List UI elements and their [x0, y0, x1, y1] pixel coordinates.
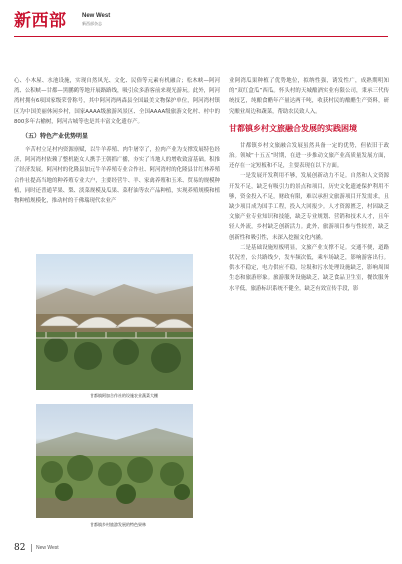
footer-magazine-name: New West	[36, 545, 59, 551]
right-paragraph-2: 甘都镇乡村文旅融合发展虽然具备一定的优势，但依旧于政治。领城“十五五”时期，在进一步推动文旅产业高质量发展方面，还存在一定短板和不足，主要表现在以下方面。	[229, 142, 389, 170]
right-paragraph-3: 一是发展开发利用不够，发展创新动力不足。自然和人文资源开发不足，缺乏有吸引力的景点和项目，历史文化遗迹保护利用不够，资金投入不足，财政有限，难以承担文旅游项目开发需求，且缺少项目成为国手工程，投入大回报少。人才资源匮乏，村因缺乏文旅产业专业知识和技能，缺乏专业规划、营销和技术人才，且年轻人外流，乡村缺乏创新活力。此外，旅游项目参与性较差，缺乏创新性和吸引性，未深入挖掘文化内涵。	[229, 173, 389, 241]
left-column	[14, 76, 220, 206]
photo-caption-2: 甘都镇乡村旅游发展的特色果林	[90, 522, 146, 527]
left-paragraph-1: 心、小木屋、水池设施，实现自然风光、文化、民俗等元素有机融合；松木峡—阿河湾、公积峡—甘都—黑鹏鹤等地开展路路线，吸引众多游客前来观光游玩。此外，阿河湾村拥有6项国家级荣誉称号，其中阿河湾两森县全国最美文物保护单位，阿河湾村镇区为中国美丽休闲乡村，国家AAAA级旅游风景区、全国AAAA级旅游文化村、村中的800多年古榆树，阿河古城等也是其丰富文化遗存产。	[14, 78, 220, 125]
page-footer	[14, 543, 388, 553]
page-header	[14, 11, 388, 33]
section-title: 甘都镇乡村文旅融合发展的实践困境	[229, 123, 357, 133]
footer-separator	[31, 544, 32, 552]
orchard-illustration	[36, 404, 193, 518]
greenhouse-photo	[36, 254, 193, 390]
magazine-logo-english: New West	[82, 13, 111, 19]
magazine-logo: 新西部	[14, 11, 67, 31]
left-paragraph-2: 辛苦村立足村内资源禀赋，以牛羊养殖、肉牛屠宰了，拉肉产业为支撑发展特色经济，阿河湾村依赖了整机能女人携手王朝抓广播，夯实了当地人的增收致富基础。积推了经济发展。阿河村的化隆县加元牛羊养殖专业合作社、阿河湾村的化隆县甘红林养殖合作社提高当地的种养殖专业大户，主要经营牛、羊、家禽养殖和玉米、贸易的规模种植，同时还普通苹果、梨、淡菜规模及瓜果、菜籽油等农产品种植，实现养殖规模和植物种植规模化，推动村的千佛瑞现代农业产	[14, 147, 220, 205]
subsection-heading: （五）特色产业优势明显	[22, 133, 89, 141]
photo-caption-1: 甘都镇阿加合作社的设施农业蔬菜大棚	[90, 393, 158, 398]
right-paragraph-1: 业阿湾瓜果种植了优势地位，拟纳性强，诱发性广，成熟期明知的“双红盒瓜”西瓜。怀头村的天城酿酒实业有限公司，秉承三代传统技艺，纯酿食醋年产量达两千吨，收获村民的酿醋生产资料，研究酿业周边和蔬菜，帮助农民致人入。	[229, 78, 389, 115]
header-divider	[14, 36, 388, 37]
right-column	[229, 76, 389, 294]
greenhouse-illustration	[36, 254, 193, 390]
page-number: 82	[14, 543, 26, 553]
right-paragraph-4: 二是基础设施短板明显，文旅产业支撑不足。交通不便，道路状况差，公共路线少，发车频次低，乘车场缺乏，影响游客出行。供水不稳定，电力供应不稳，垃圾和污水处理设施缺乏，影响周围生态和旅游形象。旅游服务设施缺乏，缺乏食品卫生室，餐饮服务水平低，旅游标识系统不健全，缺乏有效宣传手段，影	[229, 244, 389, 292]
magazine-logo-subtitle: 新西部杂志	[82, 21, 102, 26]
orchard-photo	[36, 404, 193, 518]
